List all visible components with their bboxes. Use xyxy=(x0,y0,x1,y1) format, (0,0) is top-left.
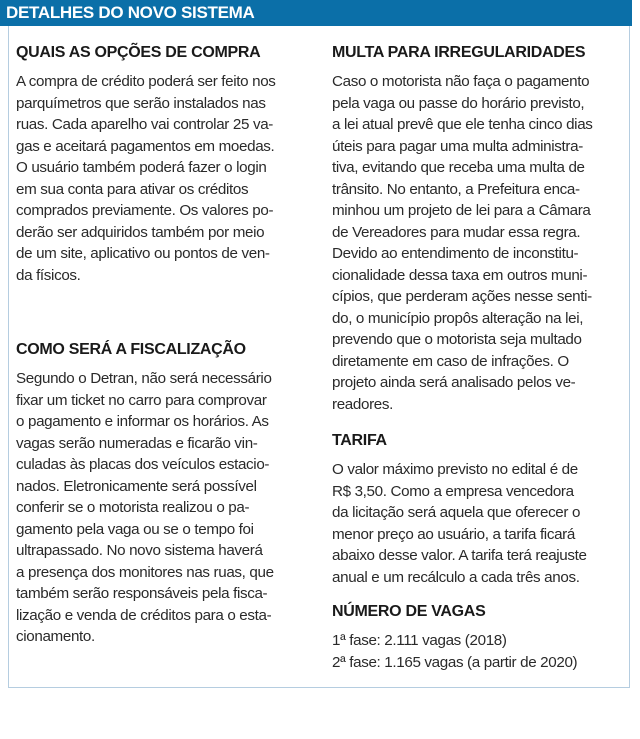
text-line: minhou um projeto de lei para a Câmara xyxy=(332,202,591,219)
section-multa xyxy=(332,44,628,415)
section-fiscalizacao-title: COMO SERÁ A FISCALIZAÇÃO xyxy=(16,341,246,358)
text-line: A compra de crédito poderá ser feito nos xyxy=(16,73,276,90)
text-line: projeto ainda será analisado pelos ve- xyxy=(332,374,576,391)
text-line: de um site, aplicativo ou pontos de ven- xyxy=(16,245,270,262)
text-line: Caso o motorista não faça o pagamento xyxy=(332,73,590,90)
text-line: gamento pela vaga ou se o tempo foi xyxy=(16,520,254,538)
section-fiscalizacao xyxy=(16,341,312,648)
section-vagas-title: NÚMERO DE VAGAS xyxy=(332,603,486,620)
text-line: da licitação será aquela que oferecer o xyxy=(332,504,581,521)
text-line: Segundo o Detran, não será necessário xyxy=(16,370,272,387)
text-line: vagas serão numeradas e ficarão vin- xyxy=(16,434,258,452)
text-line: ultrapassado. No novo sistema haverá xyxy=(16,542,263,559)
text-line: da físicos. xyxy=(16,266,81,284)
text-line: derão ser adquiridos também por meio xyxy=(16,223,265,241)
section-multa-title: MULTA PARA IRREGULARIDADES xyxy=(332,44,586,61)
text-line: do, o município propôs alteração na lei, xyxy=(332,309,584,327)
text-line: cionalidade dessa taxa em outros muni- xyxy=(332,266,588,284)
text-line: a presença dos monitores nas ruas, que xyxy=(16,563,274,581)
text-line: o pagamento e informar os horários. As xyxy=(16,413,269,430)
text-line: também serão responsáveis pela fisca- xyxy=(16,585,268,602)
text-line: cionamento. xyxy=(16,628,95,645)
section-tarifa-body xyxy=(332,459,628,588)
text-line: nados. Eletronicamente será possível xyxy=(16,477,257,495)
left-column xyxy=(16,36,312,645)
text-line: em sua conta para ativar os créditos xyxy=(16,180,249,198)
text-line: 1ª fase: 2.111 vagas (2018) xyxy=(332,632,507,649)
text-line: culadas às placas dos veículos estacio- xyxy=(16,456,270,473)
text-line: diretamente em caso de infrações. O xyxy=(332,352,569,370)
text-line: gas e aceitará pagamentos em moedas. xyxy=(16,137,275,155)
section-tarifa-title: TARIFA xyxy=(332,432,387,449)
text-line: pela vaga ou passe do horário previsto, xyxy=(332,94,585,112)
section-compra xyxy=(16,44,312,286)
text-line: de Vereadores para mudar essa regra. xyxy=(332,223,581,241)
right-column xyxy=(332,36,628,671)
header-title: DETALHES DO NOVO SISTEMA xyxy=(6,3,255,22)
text-line: R$ 3,50. Como a empresa vencedora xyxy=(332,482,574,500)
text-line: ruas. Cada aparelho vai controlar 25 va- xyxy=(16,116,273,133)
text-line: cípios, que perderam ações nesse senti- xyxy=(332,288,592,305)
text-line: menor preço ao usuário, a tarifa ficará xyxy=(332,525,575,543)
text-line: O valor máximo previsto no edital é de xyxy=(332,461,578,478)
text-line: Devido ao entendimento de inconstitu- xyxy=(332,245,579,262)
text-line: lização e venda de créditos para o esta- xyxy=(16,606,272,624)
text-line: tiva, evitando que receba uma multa de xyxy=(332,159,585,176)
section-tarifa xyxy=(332,432,628,588)
header-bar xyxy=(0,0,632,26)
text-line: abaixo desse valor. A tarifa terá reajuste xyxy=(332,547,587,564)
text-line: readores. xyxy=(332,395,394,413)
section-compra-title: QUAIS AS OPÇÕES DE COMPRA xyxy=(16,44,261,61)
section-compra-body xyxy=(16,71,312,286)
text-line: O usuário também poderá fazer o login xyxy=(16,159,267,176)
text-line: fixar um ticket no carro para comprovar xyxy=(16,391,267,409)
text-line: conferir se o motorista realizou o pa- xyxy=(16,499,250,516)
text-line: úteis para pagar uma multa administra- xyxy=(332,137,583,155)
text-line: prevendo que o motorista seja multado xyxy=(332,331,582,348)
text-line: parquímetros que serão instalados nas xyxy=(16,94,266,112)
text-line: comprados previamente. Os valores po- xyxy=(16,202,274,219)
section-multa-body xyxy=(332,71,628,415)
text-line: 2ª fase: 1.165 vagas (a partir de 2020) xyxy=(332,653,578,671)
section-vagas-body xyxy=(332,630,628,673)
text-line: trânsito. No entanto, a Prefeitura enca- xyxy=(332,180,580,198)
text-line: anual e um recálculo a cada três anos. xyxy=(332,568,580,586)
section-vagas xyxy=(332,603,628,673)
text-line: a lei atual prevê que ele tenha cinco dias xyxy=(332,116,593,133)
section-fiscalizacao-body xyxy=(16,368,312,648)
